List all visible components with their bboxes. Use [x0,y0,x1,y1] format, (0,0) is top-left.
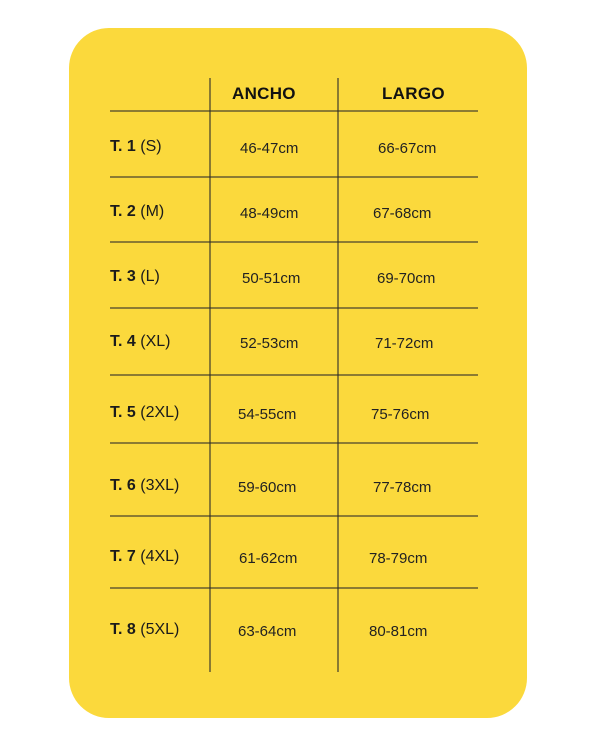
largo-value: 71-72cm [375,335,434,352]
size-number: T. 2 [110,203,136,220]
ancho-value: 52-53cm [240,335,299,352]
size-number: T. 8 [110,621,136,638]
size-code: (2XL) [140,404,180,421]
largo-value: 77-78cm [373,479,432,496]
size-label [110,138,162,156]
ancho-value: 63-64cm [238,623,297,640]
size-code: (L) [140,268,160,285]
ancho-value: 59-60cm [238,479,297,496]
size-code: (3XL) [140,477,180,494]
largo-value: 80-81cm [369,623,428,640]
largo-value: 78-79cm [369,550,428,567]
size-label [110,548,179,566]
size-number: T. 1 [110,138,136,155]
size-label [110,621,179,639]
size-code: (S) [140,138,162,155]
size-code: (M) [140,203,165,220]
largo-value: 69-70cm [377,270,436,287]
ancho-value: 48-49cm [240,205,299,222]
ancho-value: 46-47cm [240,140,299,157]
size-label [110,404,179,422]
ancho-value: 50-51cm [242,270,301,287]
size-code: (XL) [140,333,171,350]
size-label [110,477,179,495]
largo-value: 66-67cm [378,140,437,157]
ancho-value: 54-55cm [238,406,297,423]
size-label [110,203,164,221]
size-label [110,268,160,286]
ancho-value: 61-62cm [239,550,298,567]
header-largo: LARGO [382,84,445,103]
size-number: T. 7 [110,548,136,565]
size-label [110,333,170,351]
largo-value: 67-68cm [373,205,432,222]
largo-value: 75-76cm [371,406,430,423]
size-number: T. 5 [110,404,136,421]
size-code: (5XL) [140,621,180,638]
size-number: T. 6 [110,477,136,494]
size-number: T. 4 [110,333,136,350]
header-ancho: ANCHO [232,84,296,103]
size-code: (4XL) [140,548,180,565]
size-number: T. 3 [110,268,136,285]
